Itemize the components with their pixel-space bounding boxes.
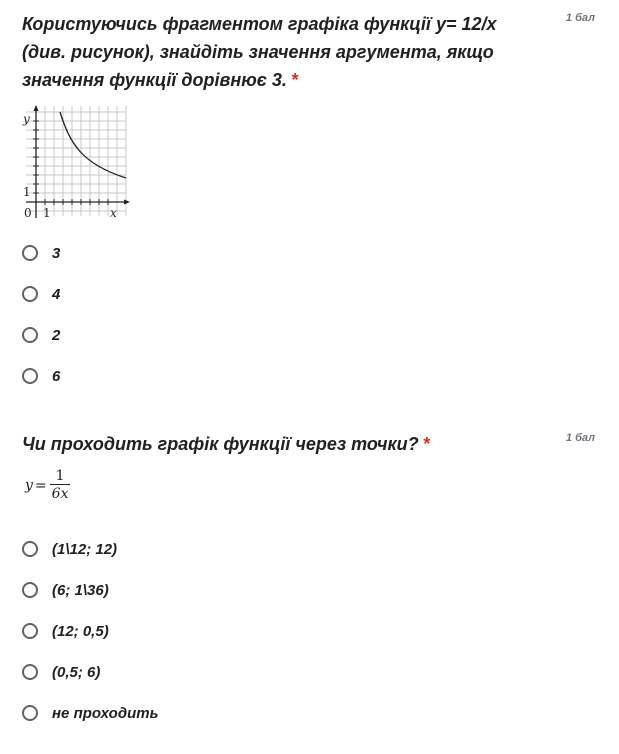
option-point-4[interactable] (22, 661, 100, 683)
required-mark: * (290, 70, 298, 90)
radio-button[interactable] (22, 582, 38, 598)
radio-button[interactable] (22, 327, 38, 343)
option-4[interactable] (22, 283, 60, 305)
radio-button[interactable] (22, 368, 38, 384)
question-1-title: Користуючись фрагментом графіка функції y= 12/x (див. рисунок), знайдіть значення аргумента, якщо значення функції дорівнює 3. * (22, 14, 497, 90)
radio-button[interactable] (22, 541, 38, 557)
option-label: (6; 1\36) (52, 581, 109, 599)
option-label: 6 (52, 367, 61, 385)
function-formula (25, 468, 70, 503)
y-tick-label: 1 (23, 185, 31, 199)
option-6[interactable] (22, 365, 60, 387)
radio-button[interactable] (22, 664, 38, 680)
option-label: (12; 0,5) (52, 622, 109, 640)
option-3[interactable] (22, 242, 60, 264)
formula-lhs: y (25, 477, 33, 494)
function-graph-image (22, 104, 132, 222)
question-2 (22, 430, 595, 722)
y-axis-label: y (23, 112, 30, 126)
required-mark: * (422, 434, 430, 454)
option-label: (1\12; 12) (52, 540, 118, 558)
hyperbola-curve (60, 112, 126, 178)
question-2-points: 1 бал (565, 432, 595, 444)
fraction-numerator: 1 (50, 468, 71, 485)
fraction (50, 468, 71, 503)
option-label: 4 (52, 285, 61, 303)
radio-button[interactable] (22, 705, 38, 721)
x-axis-label: x (110, 206, 117, 220)
option-label: (0,5; 6) (52, 663, 101, 681)
option-point-3[interactable] (22, 620, 109, 642)
option-label: 3 (52, 244, 61, 262)
question-1-points: 1 бал (565, 12, 595, 24)
formula-eq: = (34, 477, 47, 494)
origin-label: 0 (24, 206, 32, 220)
radio-button[interactable] (22, 245, 38, 261)
question-1 (22, 10, 595, 385)
radio-button[interactable] (22, 286, 38, 302)
x-tick-label: 1 (43, 206, 51, 220)
option-point-2[interactable] (22, 579, 109, 601)
radio-button[interactable] (22, 623, 38, 639)
option-2[interactable] (22, 324, 60, 346)
option-not-passing[interactable] (22, 702, 159, 724)
option-label: 2 (52, 326, 61, 344)
option-label: не проходить (52, 704, 159, 722)
option-point-1[interactable] (22, 538, 117, 560)
question-2-title: Чи проходить графік функції через точки? * (22, 434, 430, 454)
fraction-denominator: 6x (51, 486, 69, 502)
